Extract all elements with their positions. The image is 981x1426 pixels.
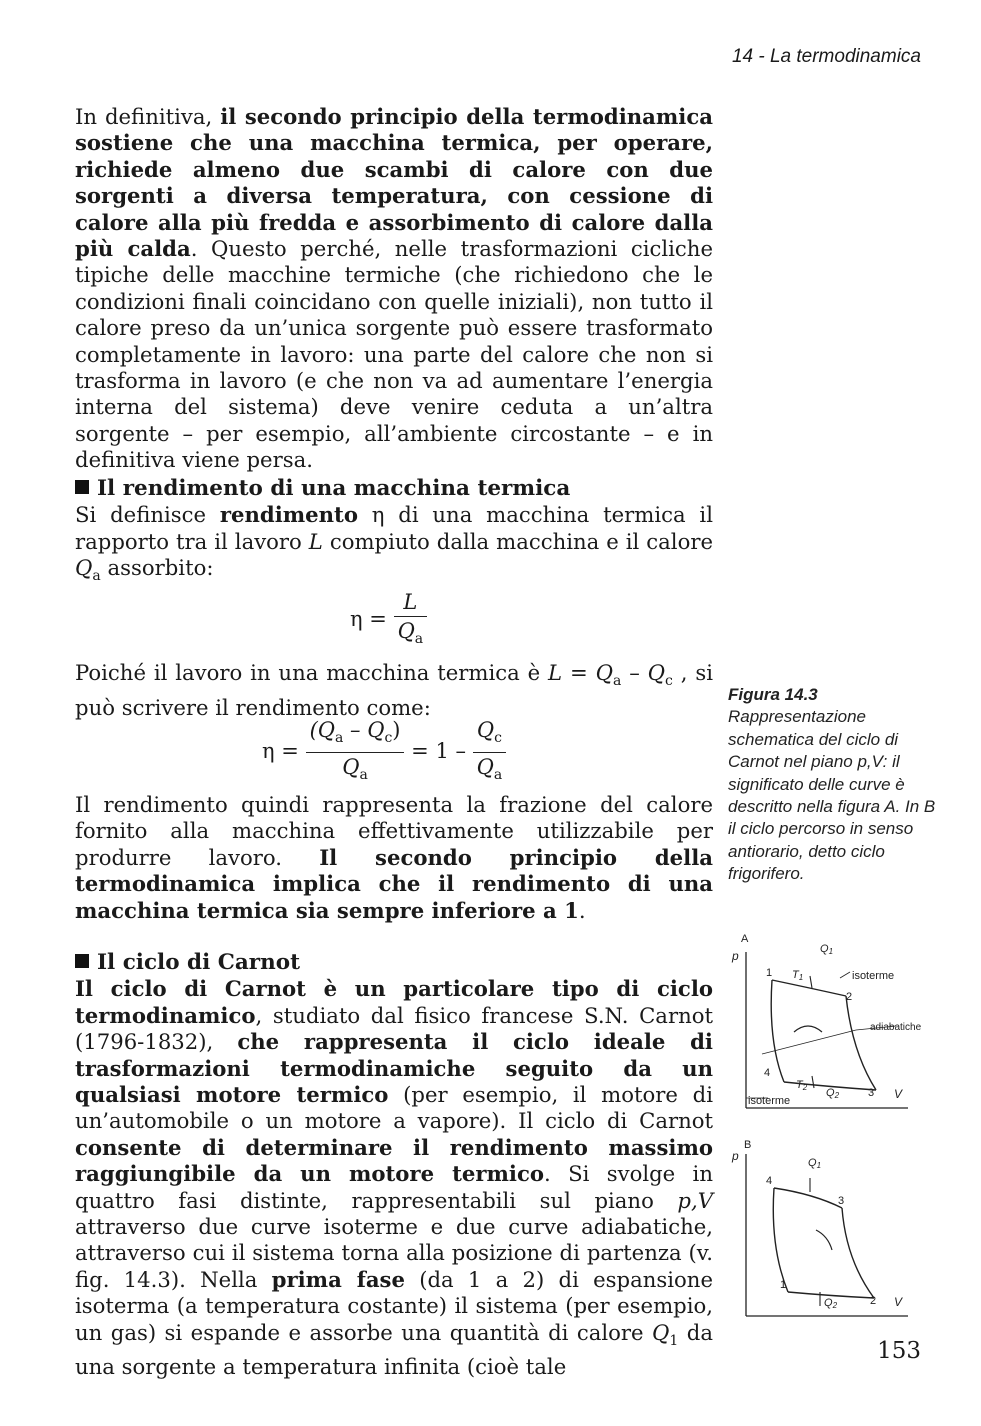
fig-a-t1: T1 [792, 969, 804, 982]
fig-a-label: A [741, 933, 749, 945]
fig-b-point-3: 3 [838, 1195, 845, 1207]
fig-b-point-2: 2 [870, 1295, 877, 1307]
fig-b-p-axis: p [732, 1149, 739, 1163]
fig-a-p-axis: p [732, 949, 739, 963]
page-number: 153 [877, 1338, 921, 1364]
section-rendimento: Il rendimento di una macchina termica Si definisce rendimento η di una macchina termica il rapporto tra il lavoro L compiuto dalla macchina e il calore $Q_a$ assorbito: [75, 476, 713, 585]
fig-a-isoterme-label: isoterme [852, 970, 895, 982]
fig-a-adiabatiche-label: adiabatiche [870, 1022, 922, 1033]
figure-caption-title: Figura 14.3 [728, 685, 818, 704]
fig-b-q1: Q1 [808, 1157, 822, 1170]
fig-b-label: B [744, 1139, 752, 1151]
paragraph-work: Poiché il lavoro in una macchina termica è $L = Q_a - Q_c$ , si può scrivere il rendimento come: [75, 660, 713, 720]
fig-a-v-axis: V [894, 1087, 903, 1101]
fig-a-point-2: 2 [846, 991, 853, 1003]
fig-a-t2: T2 [796, 1079, 808, 1092]
fig-b-adiabat-left [773, 1188, 788, 1292]
carnot-diagram-a [728, 930, 928, 1110]
fig-a-point-4: 4 [764, 1067, 771, 1079]
fig-b-q2: Q2 [824, 1297, 838, 1310]
figure-caption [728, 684, 938, 886]
principle-bold: il secondo principio della termodinamica sostiene che una macchina termica, per operare, richiede almeno due scambi di calore con due sorgenti a diversa temperatura, con cessione di calore alla più fredda e assorbimento di calore dalla più calda [75, 104, 713, 262]
fig-b-cycle-arrow [816, 1230, 832, 1250]
cycle-arrow [794, 1026, 822, 1032]
isotherm-t1 [772, 980, 846, 996]
carnot-diagram-b [728, 1132, 928, 1320]
equation-efficiency: η = $\frac{L}{Q_a}$ [350, 588, 427, 653]
square-bullet-icon [75, 954, 89, 968]
equation-efficiency-expanded: η = $\frac{(Q_a - Q_c)}{Q_a}$ = 1 – $\frac{Q_c}{Q_a}$ [262, 716, 506, 789]
square-bullet-icon [75, 480, 89, 494]
fig-b-point-4: 4 [766, 1175, 773, 1187]
running-header: 14 - La termodinamica [731, 46, 921, 67]
fig-b-adiabat-right [842, 1208, 874, 1298]
fig-a-point-3: 3 [868, 1087, 875, 1099]
intro-paragraph: In definitiva, il secondo principio della termodinamica sostiene che una macchina termica, per operare, richiede almeno due scambi di calore con due sorgenti a diversa temperatura, con cessione di calore alla più fredda e assorbimento di calore dalla più calda. Questo perché, nelle trasformazioni cicliche tipiche delle macchine termiche (che richiedono che le condizioni finali coincidano con quelle iniziali), non tutto il calore preso da un’unica sorgente può essere trasformato completamente in lavoro: una parte del calore che non si trasforma in lavoro (e che non va ad aumentare l’energia interna del sistema) deve venire ceduta a un’altra sorgente – per esempio, all’ambiente circostante – e in definitiva viene persa. [75, 104, 713, 473]
section-heading-rendimento: Il rendimento di una macchina termica [75, 476, 713, 502]
adiabat-right [846, 996, 876, 1090]
fig-b-v-axis: V [894, 1295, 903, 1309]
fig-b-isotherm-top [774, 1188, 845, 1208]
figure-caption-text: Rappresentazione schematica del ciclo di Carnot nel piano p,V: il significato delle curve è descritto nella figura A. In B il ciclo percorso in senso antiorario, detto ciclo frigorifero. [728, 707, 936, 884]
fig-a-point-1: 1 [766, 967, 773, 979]
section-heading-carnot: Il ciclo di Carnot [75, 950, 713, 976]
fig-a-isoterme-bottom-label: isoterme [748, 1095, 791, 1107]
fig-a-q2: Q2 [826, 1087, 840, 1100]
section-carnot: Il ciclo di Carnot Il ciclo di Carnot è un particolare tipo di ciclo termodinamico, studiato dal fisico francese S.N. Carnot (1796-1832), che rappresenta il ciclo ideale di trasformazioni termodinamiche seguito da un qualsiasi motore termico (per esempio, il motore di un’automobile o un motore a vapore). Il ciclo di Carnot consente di determinare il rendimento massimo raggiungibile da un motore termico. Si svolge in quattro fasi distinte, rappresentabili sul piano p,V attraverso due curve isoterme e due curve adiabatiche, attraverso cui il sistema torna alla posizione di partenza (v. fig. 14.3). Nella prima fase (da 1 a 2) di espansione isoterma (a temperatura costante) il sistema (per esempio, un gas) si espande e assorbe una quantità di calore $Q_1$ da una sorgente a temperatura infinita (cioè tale [75, 950, 714, 1380]
adiabat-left [771, 980, 784, 1082]
fig-a-q1: Q1 [820, 943, 834, 956]
fig-b-point-1: 1 [780, 1279, 787, 1291]
paragraph-second-principle: Il rendimento quindi rappresenta la frazione del calore fornito alla macchina effettivamente utilizzabile per produrre lavoro. Il secondo principio della termodinamica implica che il rendimento di una macchina termica sia sempre inferiore a 1. [75, 792, 713, 923]
